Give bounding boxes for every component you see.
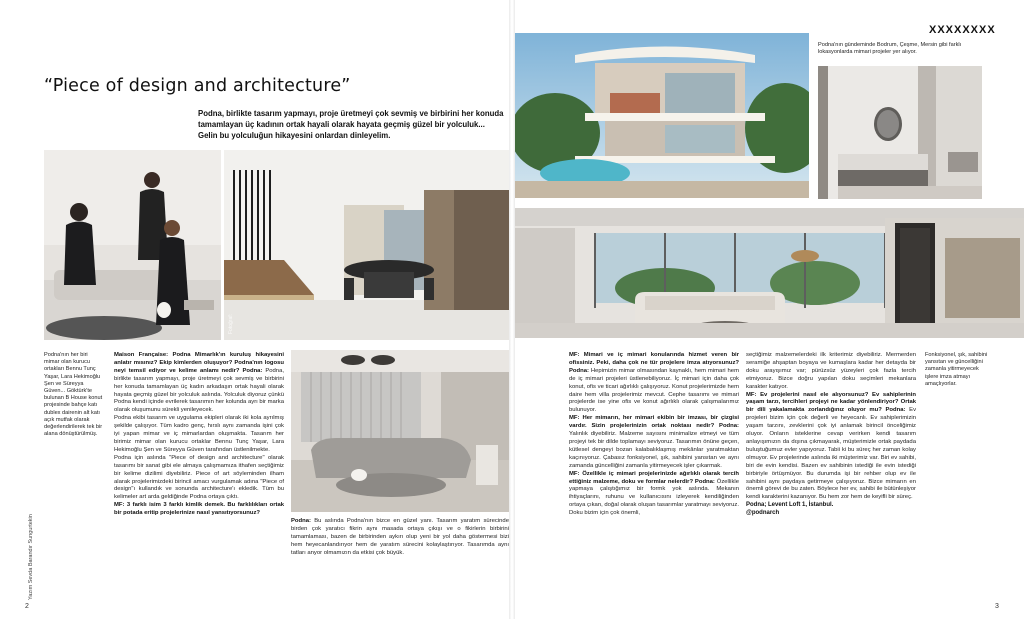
caption-founders: Podna'nın her biri mimar olan kurucu ortakları Bennu Tunç Yaşar, Lara Hekimoğlu Şen ve Süreyya Güven... Göktürk'te bulunan B House konut projesinde bahçe katı dublex dairenin alt katı açık mutfak olarak değerlendirilerek tek bir alana dönüştürülmüş. [44,352,103,438]
signature-handle: @podnarch [746,510,780,517]
article-lede: Podna, birlikte tasarım yapmayı, proje üretmeyi çok sevmiş ve birbirini her konuda tamamlayan üç kadının ortak hayali olarak hayata geçmiş güzel bir yolculuk... Gelin bu yolculuğun hikayesini onlardan dinleyelim. [198,109,504,141]
col4-para-1: seçtiğimiz malzemelerdeki ilk kriterimiz diyebiliriz. Mermerden seramiğe ahşaptan boyaya ve kumaşlara kadar her detayda bir doku arayışımız var; pürüzsüz yüzeyleri çok fazla tercih etmiyoruz. Bizce doğru yapılan doku seçimleri mekanlara karakter katıyor. [746,352,916,390]
photo-founders [44,150,221,340]
photo-villa-exterior [515,33,809,198]
column-2 [291,518,509,558]
signature-location: Podna; Levent Loft 1, İstanbul. [746,502,834,509]
column-1 [114,352,284,518]
photo-lounge [291,350,509,512]
caption-top-right: Podna'nın gündeminde Bodrum, Çeşme, Mersin gibi farklı lokasyonlarda mimari projeler yer alıyor. [818,42,962,56]
photo-credit-kitchen: Fotoğraf: [228,313,234,334]
col3-para-1: MF: Mimari ve iç mimari konularında hizmet veren bir ofissiniz. Peki, daha çok ne tür projelere imza atıyorsunuz? Podna: Hepimizin mimar olmasından kaynaklı, hem mimari hem de iç mimari projeleri üstlenebiliyoruz. İç mimari için daha çok konut, ofis ve ticari ağırlıklı çalışıyoruz. Konut projelerimizde hem daire hem villa projelerimiz mevcut. Cephe tasarımı ve mimari projelerde ise yine ofis ve konut ağırlıklı olarak çalışmalarımız bulunuyor. [569,352,739,414]
col3-para-3: MF: Özellikle iç mimari projelerinizde ağırlıklı olarak tercih ettiğiniz malzeme, doku ve formlar nelerdir? Podna: Özellikle yapmaya çalıştığımız bir formk yok aslında. Mekanın ihtiyaçlarını, ruhunu ve kullanıcısını izleyerek kendiliğinden ortaya çıkan, doğal olarak oluşan tasarımlar yaratmayı seviyoruz. Doku bizim için çok önemli, [569,470,739,517]
col2-para-1: Podna: Bu aslında Podna'nın bizce en güzel yanı. Tasarım yaratım sürecinde birden çok yaratıcı fikrin aynı masada ortaya çıkışı ve o fikirlerin birbirini tamamlaması, bazen de birbirinden aykırı olup yeni bir yol daha göstermesi bizi hem heyecanlandırıyor hem de yaratım sürecini kolaylaştırıyor. Tasarımda aynı tatları anyor olmamızın da etkisi çok büyük. [291,518,509,556]
col1-para-1: Maison Française: Podna Mimarlık'ın kuruluş hikayesini anlatır mısınız? Ekip kimlerden oluşuyor? Podna'nın logosu neyi temsil ediyor ve kelime anlamı nedir? Podna: Podna, birlikte tasarım yapmayı, proje üretmeyi çok sevmiş ve birbirini her konuda tamamlayan üç kadın arkadaşın ortak hayali olarak hayata geçmiş güzel bir yolculuk aslında. Yolculuk diyoruz çünkü Podna kendi içinde evrilerek tasarımın her kolunda ayrı bir marka olarak oluşumunu sürekli yenileyecek. [114,352,284,414]
photo-kitchen [224,150,509,340]
column-4 [746,352,916,518]
article-title: “Piece of design and architecture” [44,76,351,96]
column-3 [569,352,739,518]
col3-para-2: MF: Her mimarın, her mimari ekibin bir imzası, bir çizgisi vardır. Sizin projelerinizin ortak noktası nedir? Podna: Yalınlık diyebiliriz. Malzeme sayısını minimalize etmeyi ve tüm projeyi tek bir dilde toplamayı seviyoruz. Tasarımın önüne geçen, kütlesel dengeyi bozan kalabalıklaşmış mekânlar yaratmaktan kaçınıyoruz. Çabasız fonksiyonel, şık, sahibini yansıtan ve aynı zamanda güncelliğini zamanla yitirmeyecek işler çıkarmak. [569,415,739,469]
photo-bathroom [818,66,982,199]
photo-living-room [515,208,1024,338]
col4-para-2: MF: Ev projelerini nasıl ele alıyorsunuz? Ev sahiplerinin yaşam tarzı, tercihleri projeyi ne kadar yönlendiriyor? Ortak bir dili yakalamakta zorlandığınız oluyor mu? Podna: Ev projeleri bizim için çok değerli ve heyecanlı. Ev sahiplerimizin yaşam tarzını, zevklerini çok iyi anlamak birincil önceliğimiz oluyor. Onların isteklerine cevap verirken kendi tasarım anlayışımızın da dışına çıkmayarak, müşterimizle ortak paydada buluştuğumuz evler yapıyoruz. Tabii ki bu süreç her zaman kolay olmuyor. Ev projelerinde aslında iki müşterimiz var. Biri ev sahibi, biri de evin kendisi. Bazen ev sahibinin istediği ile evin istediği birbiriyle örtüşmüyor. Bu durumda işi bir rehber olup ev ile sahibini aynı paydaya getirmeye çalışıyoruz. Bizce mimarın en önemli görevi de bu zaten. Böylece her ev, sahibi ile bütünleşiyor kendi karakterini kazanıyor. Bu hem zor hem de keyifli bir süreç. [746,391,917,501]
col1-para-3: Podna için aslında "Piece of design and architecture" olarak tasarımı bir sanat gibi ele almaya çalışmamıza ithafen seçtiğimiz bir kelime dizilimi diyebiliriz. Piece of art söyleminden ilham alarak projelerimizdeki birincil amacı vurgulamak adına "Piece of design"ı kullandık ve sonunda architecture'ı ekledik. Tüm bu kelimeler art arda geldiğinde Podna ortaya çıktı. [114,454,284,501]
col1-para-2: Podna ekibi tasarım ve uygulama ekipleri olarak iki kola ayrılmış şekilde çalışıyor. Tüm kadro genç, hırslı aynı zamanda işini çok iyi yapan mimar ve iç mimarlardan oluşmakta. Tasarım her birimiz mimar olan kurucu ortaklar Bennu Tunç Yaşar, Lara Hekimoğlu Şen ve Süreyya Güven tarafından üstlenilmekte. [114,415,284,453]
header-mark: XXXXXXXX [929,24,996,36]
col1-para-4: MF: 3 farklı isim 3 farklı kimlik demek. Bu farklılıkları ortak bir potada eritip projelerinize nasıl yansıtıyorsunuz? [114,502,284,517]
caption-right: Fonksiyonel, şık, sahibini yansıtan ve güncelliğini zamanla yitirmeyecek işlere imza atmayı amaçlıyorlar. [925,352,988,387]
author-credit: Yazım Sevda Barandır Sungurtekin [28,514,34,600]
page-number-right: 3 [995,603,999,610]
page-number-left: 2 [25,603,29,610]
